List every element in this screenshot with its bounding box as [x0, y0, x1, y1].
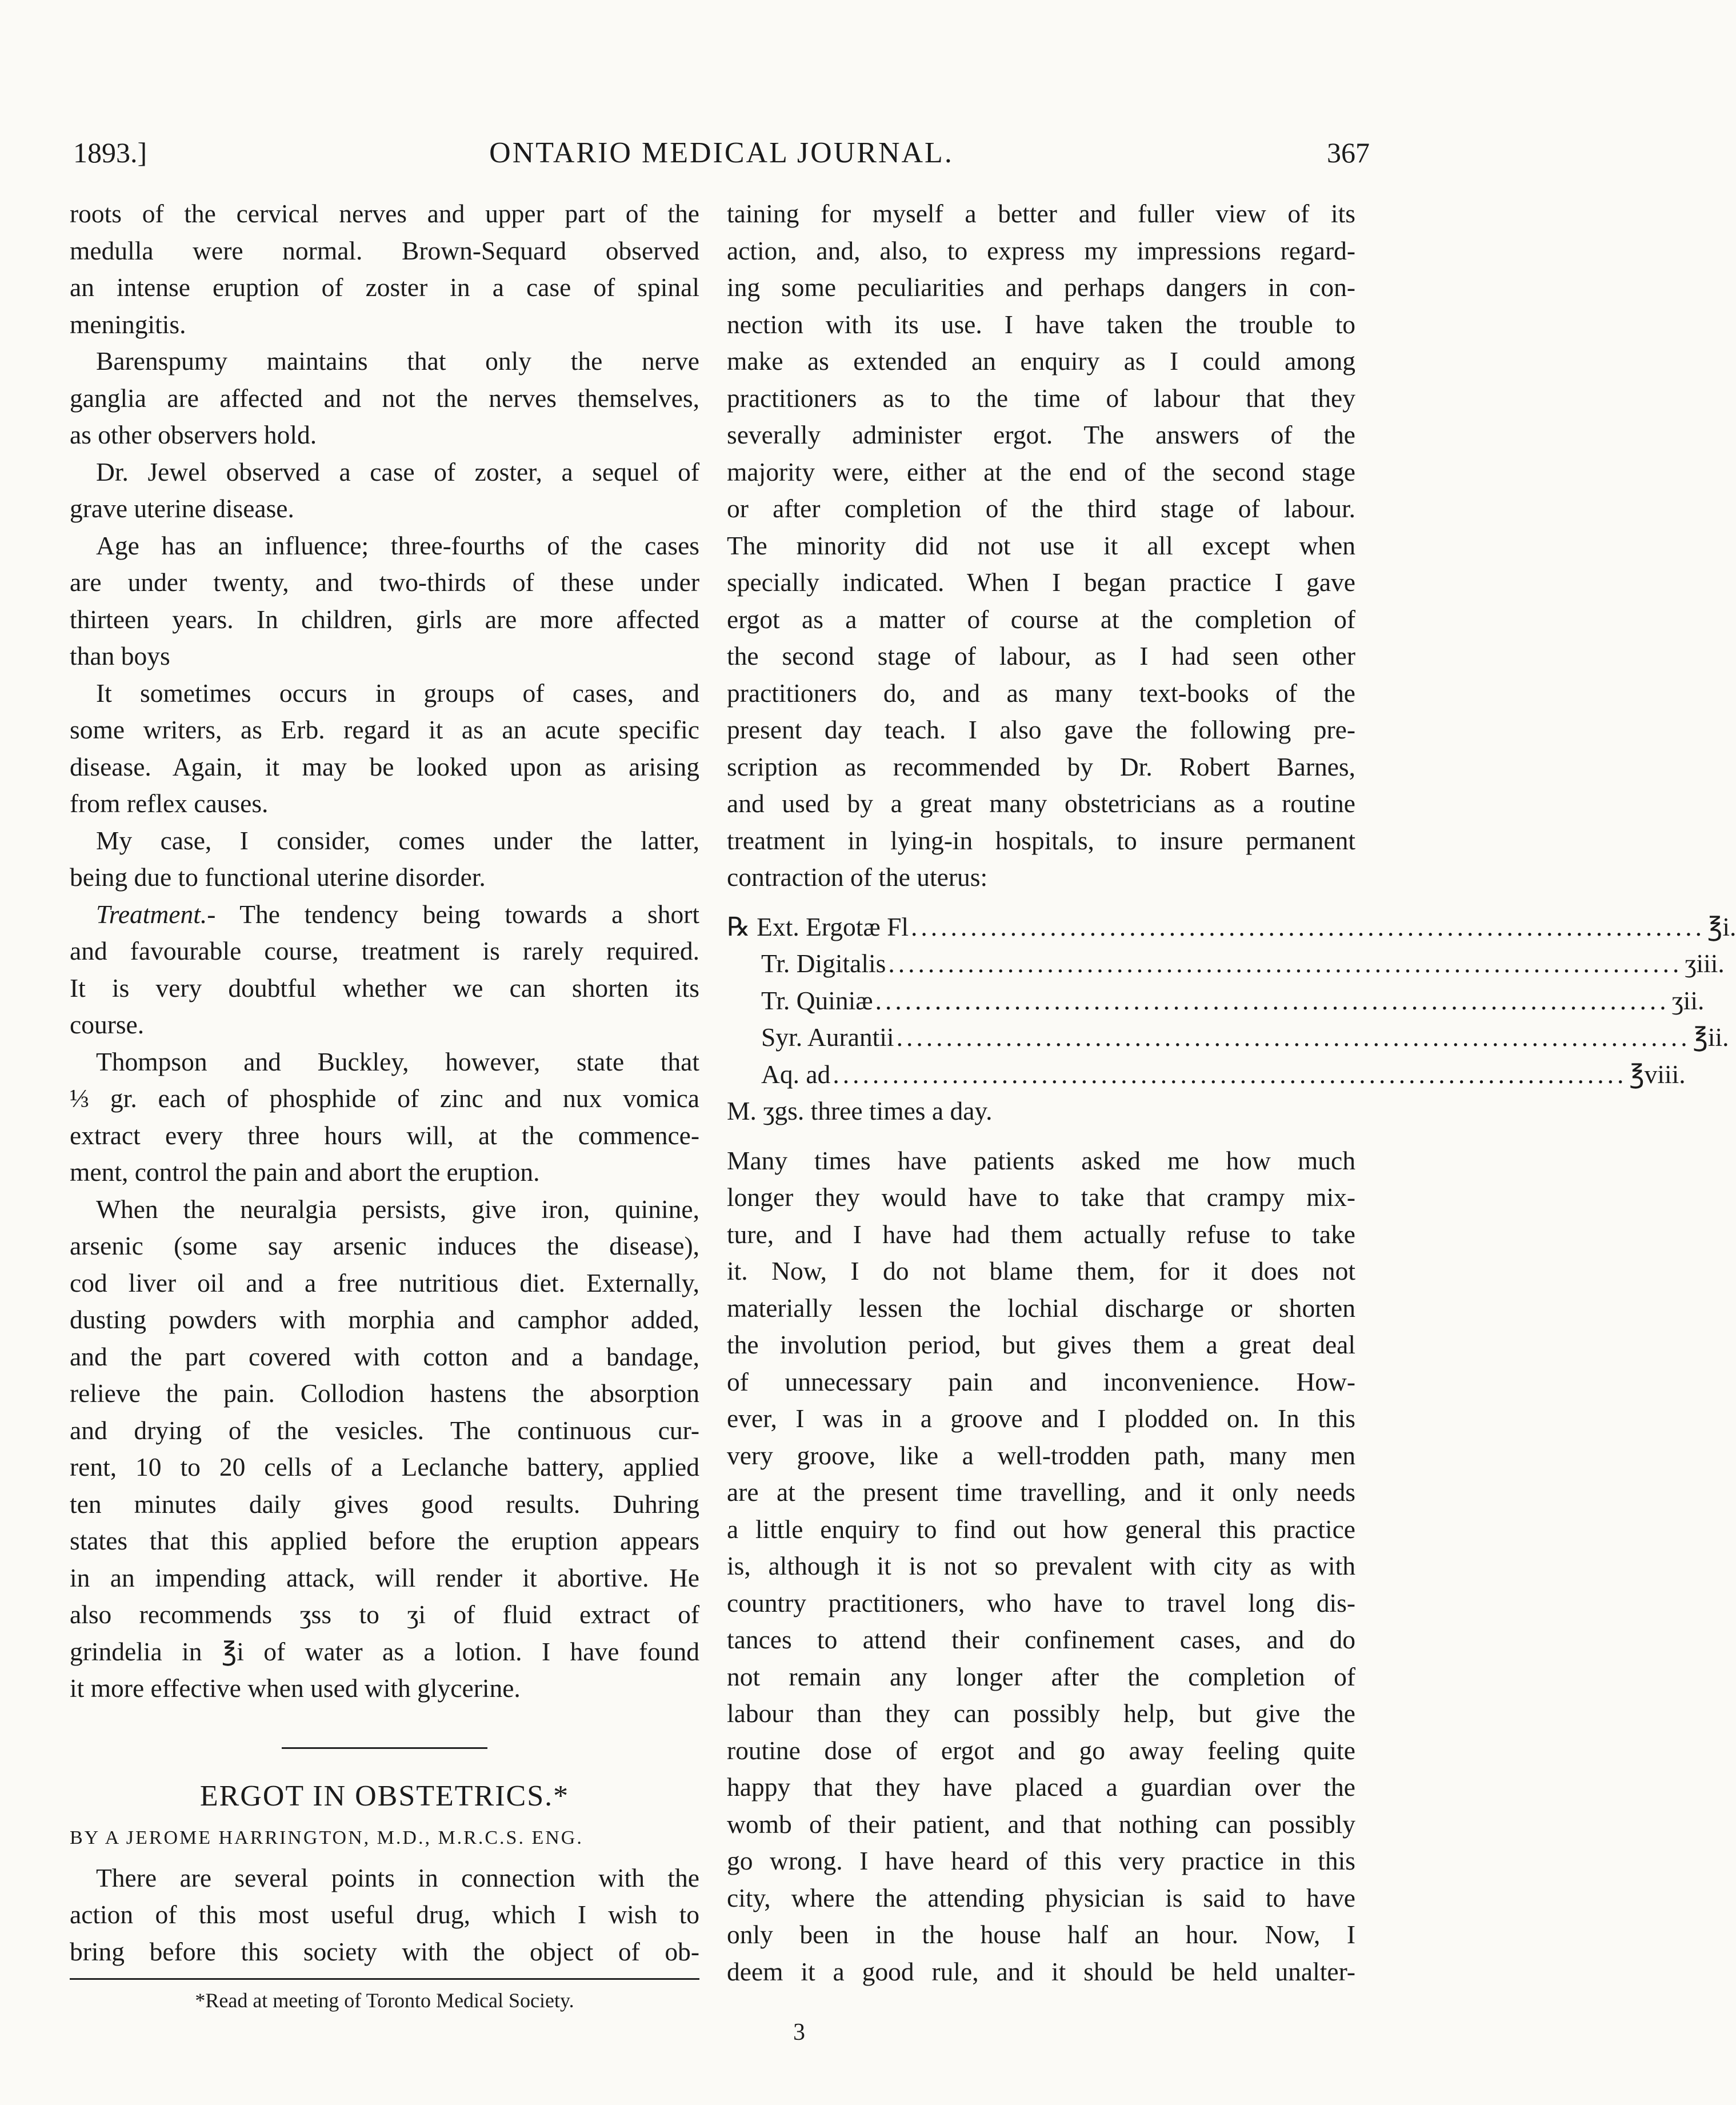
zoster-text-part-1 [70, 195, 699, 896]
text-line: routine dose of ergot and go away feeling quite [727, 1735, 1355, 1765]
footnote: *Read at meeting of Toronto Medical Society. [195, 1989, 574, 2012]
text-line: taining for myself a better and fuller view of its [727, 199, 1355, 228]
text-line: the second stage of labour, as I had seen other [727, 641, 1355, 670]
prescription-ingredient: Aq. ad [761, 1059, 831, 1089]
text-line: meningitis. [70, 309, 186, 339]
text-line: are at the present time travelling, and it only needs [727, 1477, 1355, 1507]
text-line: not remain any longer after the completion of [727, 1661, 1355, 1691]
text-line: being due to functional uterine disorder. [70, 862, 486, 892]
left-column [70, 195, 699, 2018]
text-line: tances to attend their confinement cases, and do [727, 1625, 1355, 1654]
text-line: extract every three hours will, at the commence- [70, 1120, 699, 1150]
text-line: Thompson and Buckley, however, state that [96, 1046, 699, 1076]
text-line: only been in the house half an hour. Now, I [727, 1920, 1355, 1949]
text-line: arsenic (some say arsenic induces the disease), [70, 1231, 699, 1260]
treatment-first-line: - The tendency being towards a short [207, 899, 699, 929]
text-line: rent, 10 to 20 cells of a Leclanche battery, applied [70, 1452, 699, 1481]
text-line: from reflex causes. [70, 789, 269, 818]
prescription-item [727, 982, 1705, 1020]
prescription-ingredient: ℞ Ext. Ergotæ Fl [727, 912, 909, 941]
text-line: make as extended an enquiry as I could among [727, 346, 1355, 376]
text-line: medulla were normal. Brown-Sequard observed [70, 235, 699, 265]
ergot-text-part-2 [727, 1143, 1355, 1991]
text-line: cod liver oil and a free nutritious diet. Externally, [70, 1268, 699, 1297]
header-year: 1893.] [73, 137, 147, 169]
text-line: disease. Again, it may be looked upon as arising [70, 752, 699, 781]
text-line: it. Now, I do not blame them, for it does not [727, 1256, 1355, 1285]
text-line: very groove, like a well-trodden path, many men [727, 1440, 1355, 1470]
text-line: deem it a good rule, and it should be held unalter- [727, 1956, 1355, 1986]
running-header [73, 136, 1370, 182]
signature-mark: 3 [793, 2019, 805, 2046]
text-line: ing some peculiarities and perhaps dangers in con- [727, 273, 1355, 302]
leader-dots: ................................................................................ [875, 985, 1670, 1015]
text-line: The minority did not use it all except when [727, 530, 1355, 560]
text-line: ganglia are affected and not the nerves themselves, [70, 383, 699, 413]
text-line: ergot as a matter of course at the completion of [727, 604, 1355, 634]
section-divider [282, 1747, 487, 1749]
text-line: practitioners as to the time of labour that they [727, 383, 1355, 413]
text-line: severally administer ergot. The answers of the [727, 420, 1355, 449]
text-line: a little enquiry to find out how general this practice [727, 1514, 1355, 1544]
prescription-ingredient: Tr. Quiniæ [761, 985, 873, 1015]
text-line: My case, I consider, comes under the latter, [96, 825, 699, 855]
text-line: than boys [70, 641, 170, 670]
text-line: materially lessen the lochial discharge or shorten [727, 1293, 1355, 1323]
text-line: Dr. Jewel observed a case of zoster, a sequel of [96, 457, 699, 486]
text-line: it more effective when used with glycerine. [70, 1673, 521, 1703]
text-line: states that this applied before the eruption appears [70, 1526, 699, 1555]
prescription-block [727, 909, 1736, 1130]
text-line: ten minutes daily gives good results. Duhring [70, 1489, 699, 1519]
leader-dots: ................................................................................ [888, 949, 1683, 978]
ergot-text-part-1 [727, 195, 1355, 896]
text-line: contraction of the uterus: [727, 862, 988, 892]
prescription-dose: ℥ii. [1693, 1022, 1729, 1052]
right-column [727, 195, 1736, 1990]
text-line: ture, and I have had them actually refuse to take [727, 1219, 1355, 1249]
text-line: roots of the cervical nerves and upper part of the [70, 199, 699, 228]
text-line: is, although it is not so prevalent with city as with [727, 1551, 1355, 1580]
text-line: the involution period, but gives them a great deal [727, 1330, 1355, 1359]
text-line: dusting powders with morphia and camphor added, [70, 1305, 699, 1334]
text-line: country practitioners, who have to travel long dis- [727, 1588, 1355, 1617]
text-line: in an impending attack, will render it abortive. He [70, 1563, 699, 1592]
text-line: grindelia in ℥i of water as a lotion. I have found [70, 1636, 699, 1666]
prescription-item [727, 1056, 1686, 1093]
prescription-dose: ʒiii. [1685, 949, 1725, 978]
text-line: longer they would have to take that crampy mix- [727, 1183, 1355, 1212]
treatment-line [70, 896, 699, 933]
prescription-dose: ℥i. [1707, 912, 1736, 941]
leader-dots: ................................................................................ [911, 912, 1706, 941]
treatment-label: Treatment. [96, 899, 207, 929]
page-number: 367 [1327, 137, 1370, 169]
prescription-item [727, 909, 1736, 946]
leader-dots: ................................................................................ [896, 1022, 1691, 1052]
prescription-dose: ℥viii. [1629, 1059, 1686, 1089]
text-line: practitioners do, and as many text-books of the [727, 678, 1355, 708]
text-line: scription as recommended by Dr. Robert Barnes, [727, 752, 1355, 781]
text-line: womb of their patient, and that nothing can possibly [727, 1809, 1355, 1839]
text-line: course. [70, 1010, 145, 1039]
text-line: and the part covered with cotton and a bandage, [70, 1341, 699, 1371]
text-line: treatment in lying-in hospitals, to insure permanent [727, 825, 1355, 855]
leader-dots: ................................................................................ [833, 1059, 1627, 1089]
text-line: and used by a great many obstetricians as a routine [727, 789, 1355, 818]
prescription-ingredient: Syr. Aurantii [761, 1022, 894, 1052]
text-line: Many times have patients asked me how much [727, 1145, 1355, 1175]
journal-title: ONTARIO MEDICAL JOURNAL. [489, 137, 954, 169]
text-line: go wrong. I have heard of this very practice in this [727, 1846, 1355, 1875]
text-line: relieve the pain. Collodion hastens the absorption [70, 1379, 699, 1408]
text-line: When the neuralgia persists, give iron, quinine, [96, 1194, 699, 1224]
text-line: an intense eruption of zoster in a case of spinal [70, 273, 699, 302]
text-line: It sometimes occurs in groups of cases, and [96, 678, 699, 708]
prescription-item [727, 1019, 1729, 1056]
text-line: Barenspumy maintains that only the nerve [96, 346, 699, 376]
prescription-signa: M. ʒgs. three times a day. [727, 1096, 993, 1125]
text-line: action of this most useful drug, which I wish to [70, 1900, 699, 1929]
prescription-dose: ʒii. [1671, 985, 1705, 1015]
text-line: ⅓ gr. each of phosphide of zinc and nux vomica [70, 1084, 699, 1113]
article-title: ERGOT IN OBSTETRICS.* [199, 1779, 570, 1812]
text-line: as other observers hold. [70, 420, 317, 449]
text-line: city, where the attending physician is said to have [727, 1883, 1355, 1912]
text-line: happy that they have placed a guardian over the [727, 1772, 1355, 1802]
prescription-ingredient: Tr. Digitalis [761, 949, 886, 978]
text-line: or after completion of the third stage of labour. [727, 494, 1355, 523]
text-line: It is very doubtful whether we can shorten its [70, 973, 699, 1002]
zoster-text-part-2 [70, 933, 699, 1707]
text-line: There are several points in connection with the [96, 1863, 699, 1892]
text-line: labour than they can possibly help, but give the [727, 1699, 1355, 1728]
text-line: ment, control the pain and abort the eruption. [70, 1157, 540, 1187]
footnote-rule [70, 1978, 699, 1980]
ergot-intro-text [70, 1860, 699, 1971]
text-line: thirteen years. In children, girls are more affected [70, 604, 699, 634]
article-byline: BY A JEROME HARRINGTON, M.D., M.R.C.S. ENG. [70, 1827, 583, 1848]
text-line: some writers, as Erb. regard it as an acute specific [70, 715, 699, 744]
prescription-item [727, 945, 1725, 982]
text-line: action, and, also, to express my impressions regard- [727, 235, 1355, 265]
text-line: and favourable course, treatment is rarely required. [70, 936, 699, 965]
text-line: grave uterine disease. [70, 494, 294, 523]
text-line: are under twenty, and two-thirds of these under [70, 568, 699, 597]
text-line: majority were, either at the end of the second stage [727, 457, 1355, 486]
text-line: specially indicated. When I began practice I gave [727, 568, 1355, 597]
text-line: ever, I was in a groove and I plodded on. In this [727, 1404, 1355, 1433]
text-line: of unnecessary pain and inconvenience. How- [727, 1367, 1355, 1396]
text-line: present day teach. I also gave the following pre- [727, 715, 1355, 744]
text-line: nection with its use. I have taken the trouble to [727, 309, 1355, 339]
text-line: bring before this society with the object of ob- [70, 1936, 699, 1966]
text-line: and drying of the vesicles. The continuous cur- [70, 1415, 699, 1445]
text-line: also recommends ʒss to ʒi of fluid extract of [70, 1600, 699, 1629]
text-line: Age has an influence; three-fourths of the cases [96, 530, 699, 560]
